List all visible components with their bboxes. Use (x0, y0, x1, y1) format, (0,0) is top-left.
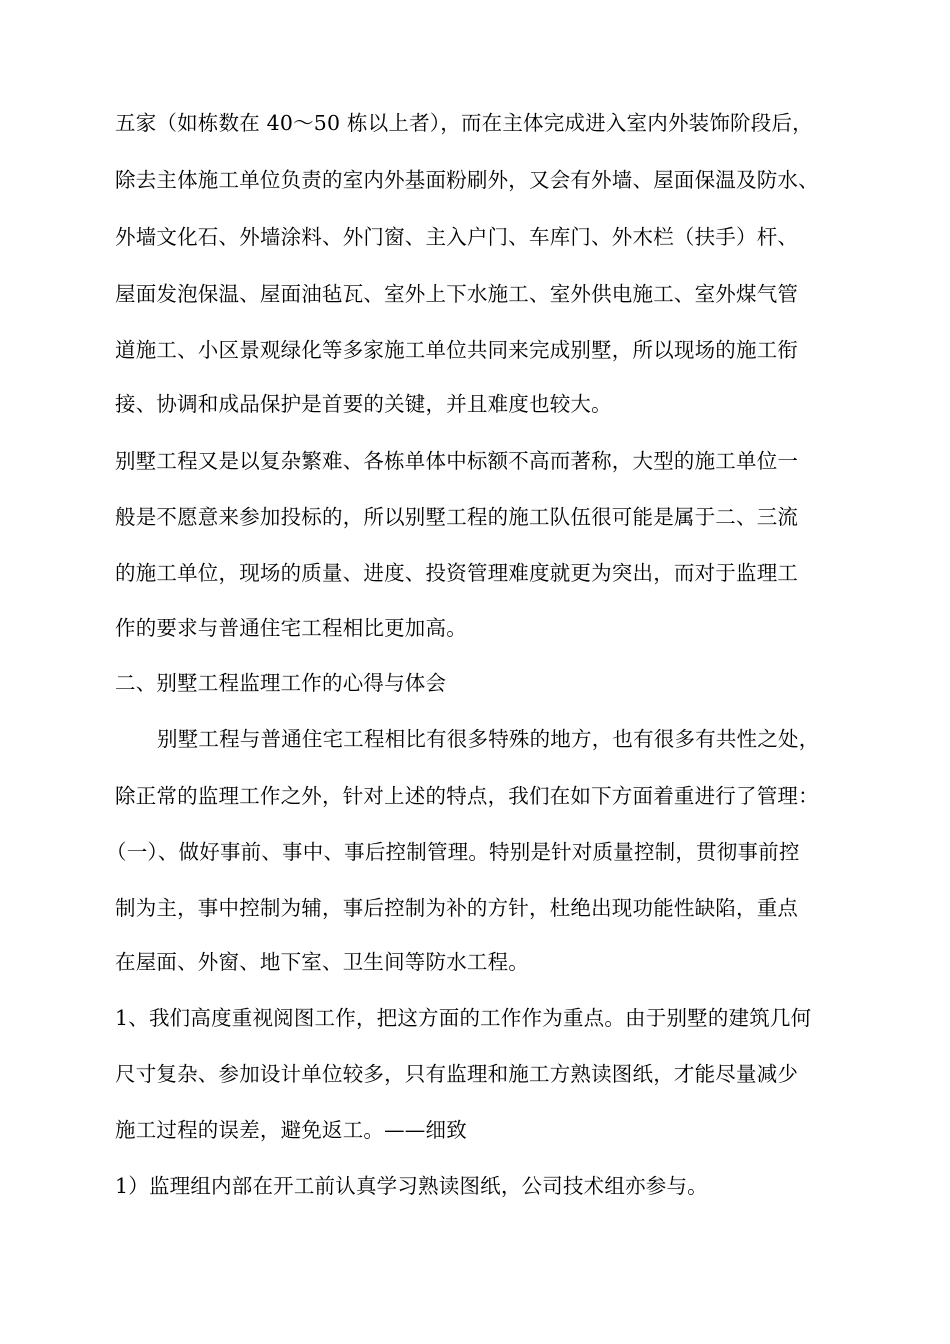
text-line: 道施工、小区景观绿化等多家施工单位共同来完成别墅，所以现场的施工衔 (115, 338, 799, 362)
text-line: 屋面发泡保温、屋面油毡瓦、室外上下水施工、室外供电施工、室外煤气管 (115, 282, 799, 306)
text-line: 在屋面、外窗、地下室、卫生间等防水工程。 (115, 950, 529, 974)
text-line: 制为主，事中控制为辅，事后控制为补的方针，杜绝出现功能性缺陷，重点 (115, 896, 799, 920)
text-line: 外墙文化石、外墙涂料、外门窗、主入户门、车库门、外木栏（扶手）杆、 (115, 225, 799, 249)
text-line: 尺寸复杂、参加设计单位较多，只有监理和施工方熟读图纸，才能尽量减少 (115, 1062, 799, 1086)
text-line: 除去主体施工单位负责的室内外基面粉刷外，又会有外墙、屋面保温及防水、 (115, 168, 819, 192)
text-line: 施工过程的误差，避免返工。——细致 (115, 1118, 467, 1142)
text-line: 1）监理组内部在开工前认真学习熟读图纸，公司技术组亦参与。 (115, 1174, 708, 1198)
text-line: 作的要求与普通住宅工程相比更加高。 (115, 616, 467, 640)
section-heading: 二、别墅工程监理工作的心得与体会 (115, 671, 447, 695)
text-line: 1、我们高度重视阅图工作，把这方面的工作作为重点。由于别墅的建筑几何 (115, 1006, 812, 1030)
text-line: 别墅工程与普通住宅工程相比有很多特殊的地方，也有很多有共性之处， (157, 727, 820, 751)
text-line: 的施工单位，现场的质量、进度、投资管理难度就更为突出，而对于监理工 (115, 561, 799, 585)
text-line: （一）、做好事前、事中、事后控制管理。特别是针对质量控制，贯彻事前控 (106, 840, 800, 864)
text-line: 除正常的监理工作之外，针对上述的特点，我们在如下方面着重进行了管理： (115, 784, 819, 808)
text-line: 般是不愿意来参加投标的，所以别墅工程的施工队伍很可能是属于二、三流 (115, 505, 799, 529)
text-line: 接、协调和成品保护是首要的关键，并且难度也较大。 (115, 392, 612, 416)
text-line: 五家（如栋数在 40～50 栋以上者），而在主体完成进入室内外装饰阶段后， (115, 111, 813, 135)
text-line: 别墅工程又是以复杂繁难、各栋单体中标额不高而著称，大型的施工单位一 (115, 449, 799, 473)
